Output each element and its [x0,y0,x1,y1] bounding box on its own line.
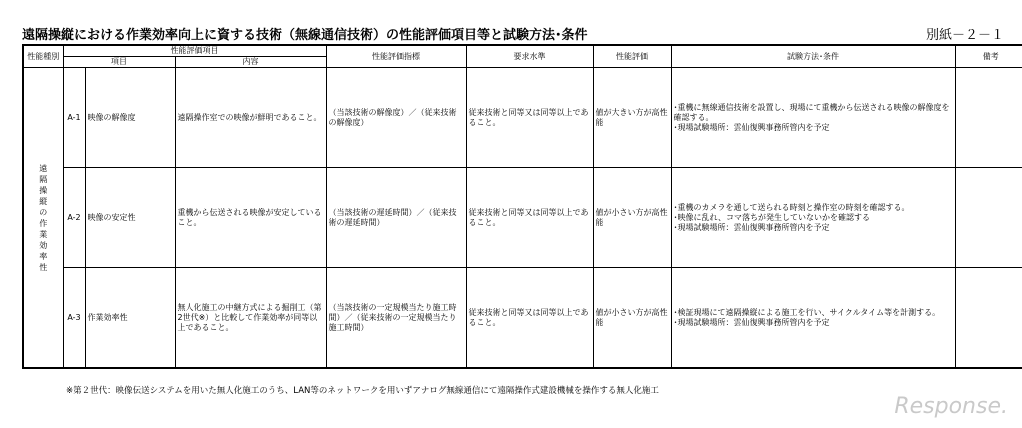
row-evaluation: 値が大きい方が高性能 [593,68,671,168]
header-test-method: 試験方法･条件 [671,45,955,68]
row-code: A-2 [63,168,85,268]
table-row [23,168,1022,268]
row-indicator: （当該技術の遅延時間）／（従来技術の遅延時間） [326,168,466,268]
row-requirement: 従来技術と同等又は同等以上であること。 [466,168,593,268]
header-indicator: 性能評価指標 [326,45,466,68]
row-test-method: ･重機のカメラを通して送られる時刻と操作室の時刻を確認する。 ･映像に乱れ、コマ落ちが発生していないかを確認する ･現場試験場所：雲仙復興事務所管内を予定 [671,168,955,268]
appendix-label: 別紙－２－１ [925,28,1004,43]
footnote: ※第２世代：映像伝送システムを用いた無人化施工のうち、LAN等のネットワークを用いずアナログ無線通信にて遠隔操作式建設機械を操作する無人化施工 [66,386,659,396]
watermark-logo: Response. [894,394,1008,419]
row-content: 無人化施工の中継方式による掘削工（第2世代※）と比較して作業効率が同等以上であること。 [175,268,326,369]
row-code: A-3 [63,268,85,369]
row-content: 遠隔操作室での映像が鮮明であること。 [175,68,326,168]
category-label: 遠隔操縦の作業効率性 [39,163,48,272]
row-test-method: ･重機に無線通信技術を設置し、現場にて重機から伝送される映像の解像度を確認する。 ･現場試験場所：雲仙復興事務所管内を予定 [671,68,955,168]
row-item: 映像の安定性 [85,168,175,268]
header-content: 内容 [175,57,326,68]
category-cell [23,68,63,369]
evaluation-table [22,44,1022,369]
row-test-method: ･検証現場にて遠隔操縦による施工を行い、サイクルタイム等を計測する。 ･現場試験場所：雲仙復興事務所管内を予定 [671,268,955,369]
row-remarks [955,268,1022,369]
row-requirement: 従来技術と同等又は同等以上であること。 [466,68,593,168]
row-requirement: 従来技術と同等又は同等以上であること。 [466,268,593,369]
header-item: 項目 [63,57,175,68]
table-row [23,68,1022,168]
row-evaluation: 値が小さい方が高性能 [593,168,671,268]
header-category: 性能種別 [23,45,63,68]
row-item: 映像の解像度 [85,68,175,168]
row-indicator: （当該技術の解像度）／（従来技術の解像度） [326,68,466,168]
row-content: 重機から伝送される映像が安定していること。 [175,168,326,268]
header-performance-items: 性能評価項目 [63,45,326,57]
row-indicator: （当該技術の一定規模当たり施工時間）／（従来技術の一定規模当たり施工時間） [326,268,466,369]
page-title: 遠隔操縦における作業効率向上に資する技術（無線通信技術）の性能評価項目等と試験方法･条件 [22,28,588,43]
row-remarks [955,68,1022,168]
row-remarks [955,168,1022,268]
row-evaluation: 値が小さい方が高性能 [593,268,671,369]
header-remarks: 備考 [955,45,1022,68]
row-item: 作業効率性 [85,268,175,369]
table-row [23,268,1022,369]
header-requirement: 要求水準 [466,45,593,68]
header-row-1 [23,45,1022,57]
header-evaluation: 性能評価 [593,45,671,68]
row-code: A-1 [63,68,85,168]
